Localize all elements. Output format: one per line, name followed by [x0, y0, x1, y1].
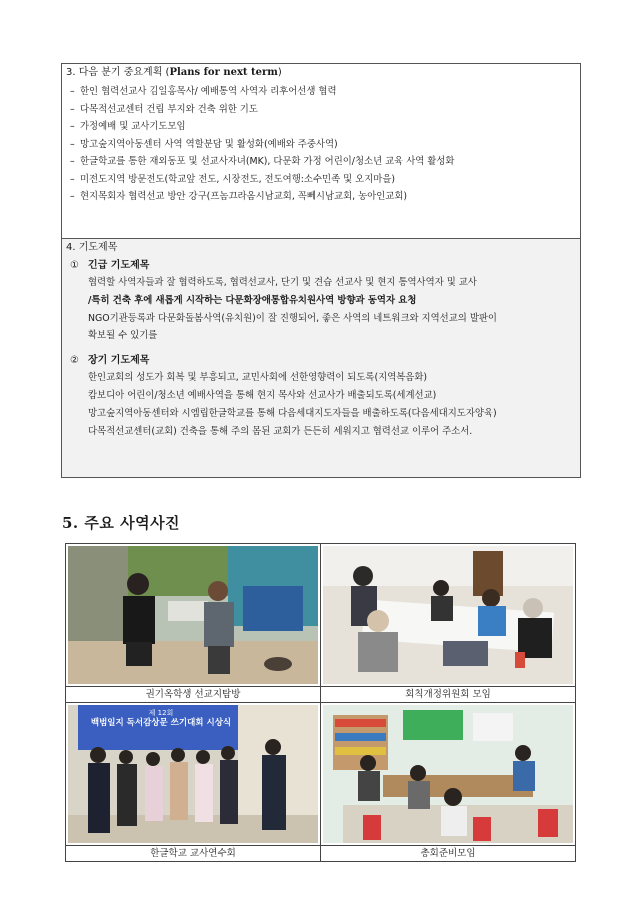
- longterm-prayer-heading: [62, 353, 580, 369]
- photo-grid: [65, 543, 576, 862]
- plan-item-text: 가정예배 및 교사기도모임: [80, 121, 186, 132]
- plans-title: [62, 64, 580, 80]
- photo-caption: 한글학교 교사연수회: [66, 846, 321, 862]
- plans-list: [62, 83, 580, 206]
- photo-cell: [66, 703, 321, 846]
- plan-item: – 다목적선교센터 건립 부지와 건축 위한 기도: [70, 103, 258, 115]
- plan-item: – 현지목회자 협력선교 방안 강구(프놈끄라옴시남교회, 꼭뻬시남교회, 농아인교회): [70, 191, 408, 202]
- plan-item-text: 한글학교를 통한 재외동포 및 선교사자녀(MK), 다문화 가정 어린이/청소년 교육 사역 활성화: [80, 156, 455, 167]
- plan-item: – 가정예배 및 교사기도모임: [70, 121, 186, 132]
- plans-title-en: Plans for next term: [169, 67, 278, 78]
- photo-cell: [321, 544, 576, 687]
- banner-line: 백범일지 독서감상문 쓰기대회 시상식: [90, 718, 232, 728]
- photo-cell: [321, 703, 576, 846]
- longterm-line: 캄보디아 어린이/청소년 예배사역을 통해 현지 목사와 선교사가 배출되도록(세계선교): [88, 389, 437, 401]
- urgent-prayer-heading: [62, 258, 580, 274]
- plans-title-close: ): [277, 67, 282, 78]
- urgent-line: 확보될 수 있기를: [88, 330, 158, 342]
- plan-item-text: 현지목회자 협력선교 방안 강구(프놈끄라옴시남교회, 꼭뻬시남교회, 농아인교회): [80, 191, 408, 202]
- longterm-line: 한인교회의 성도가 회복 및 부흥되고, 교민사회에 선한영향력이 되도록(지역복음화): [88, 372, 428, 384]
- plans-title-text: 3. 다음 분기 중요계획 (: [66, 67, 170, 78]
- prayer-section: [61, 238, 581, 478]
- plan-item-text: 미전도지역 방문전도(학교앞 전도, 시장전도, 전도여행:소수민족 및 오지마을): [80, 173, 396, 185]
- photo-bylaws-committee-meeting: [323, 546, 573, 684]
- plan-item: – 한인 협력선교사 김일홍목사/ 예배통역 사역자 리후어선생 협력: [70, 86, 337, 97]
- longterm-line: 다목적선교센터(교회) 건축을 통해 주의 몸된 교회가 든든히 세워지고 협력선교 이루어 주소서.: [88, 425, 473, 437]
- longterm-number: ②: [70, 355, 79, 367]
- photos-heading: 5. 주요 사역사진: [62, 514, 181, 532]
- plan-item: – 망고숲지역아동센터 사역 역할분담 및 활성화(예배와 주중사역): [70, 138, 338, 150]
- plan-item-text: 망고숲지역아동센터 사역 역할분담 및 활성화(예배와 주중사역): [80, 138, 338, 150]
- plan-item-text: 다목적선교센터 건립 부지와 건축 위한 기도: [80, 103, 258, 115]
- photo-general-assembly-prep-meeting: [323, 705, 573, 843]
- urgent-line: NGO기관등록과 다문화돌봄사역(유치원)이 잘 진행되어, 좋은 사역의 네트워크와 지역선교의 발판이: [88, 312, 497, 324]
- plan-item-text: 한인 협력선교사 김일홍목사/ 예배통역 사역자 리후어선생 협력: [80, 86, 337, 97]
- urgent-prayer-lines: [62, 274, 580, 345]
- longterm-line: 망고숲지역아동센터와 시엠립한글학교를 통해 다음세대지도자들을 배출하도록(다음세대지도자양육): [88, 407, 497, 419]
- photo-student-mission-visit: [68, 546, 318, 684]
- photo-caption: 권기옥학생 선교지탐방: [66, 687, 321, 703]
- longterm-heading-text: 장기 기도제목: [88, 355, 150, 367]
- urgent-line: 협력할 사역자들과 잘 협력하도록, 협력선교사, 단기 및 견습 선교사 및 현지 통역사역자 및 교사: [88, 277, 477, 288]
- urgent-line: /특히 건축 후에 새롭게 시작하는 다문화장애통합유치원사역 방향과 동역자 요청: [88, 294, 417, 306]
- plan-item: – 한글학교를 통한 재외동포 및 선교사자녀(MK), 다문화 가정 어린이/청소년 교육 사역 활성화: [70, 156, 455, 167]
- photo-caption: 회칙개정위원회 모임: [321, 687, 576, 703]
- longterm-prayer-lines: [62, 369, 580, 440]
- award-banner: [86, 709, 236, 729]
- prayer-title: 4. 기도제목: [66, 242, 118, 253]
- plans-section: [61, 63, 581, 239]
- photo-cell: [66, 544, 321, 687]
- urgent-number: ①: [70, 260, 79, 271]
- banner-line: 제 12회: [148, 709, 174, 717]
- urgent-heading-text: 긴급 기도제목: [88, 260, 150, 271]
- plan-item: – 미전도지역 방문전도(학교앞 전도, 시장전도, 전도여행:소수민족 및 오지마을): [70, 173, 396, 185]
- photo-caption: 총회준비모임: [321, 846, 576, 862]
